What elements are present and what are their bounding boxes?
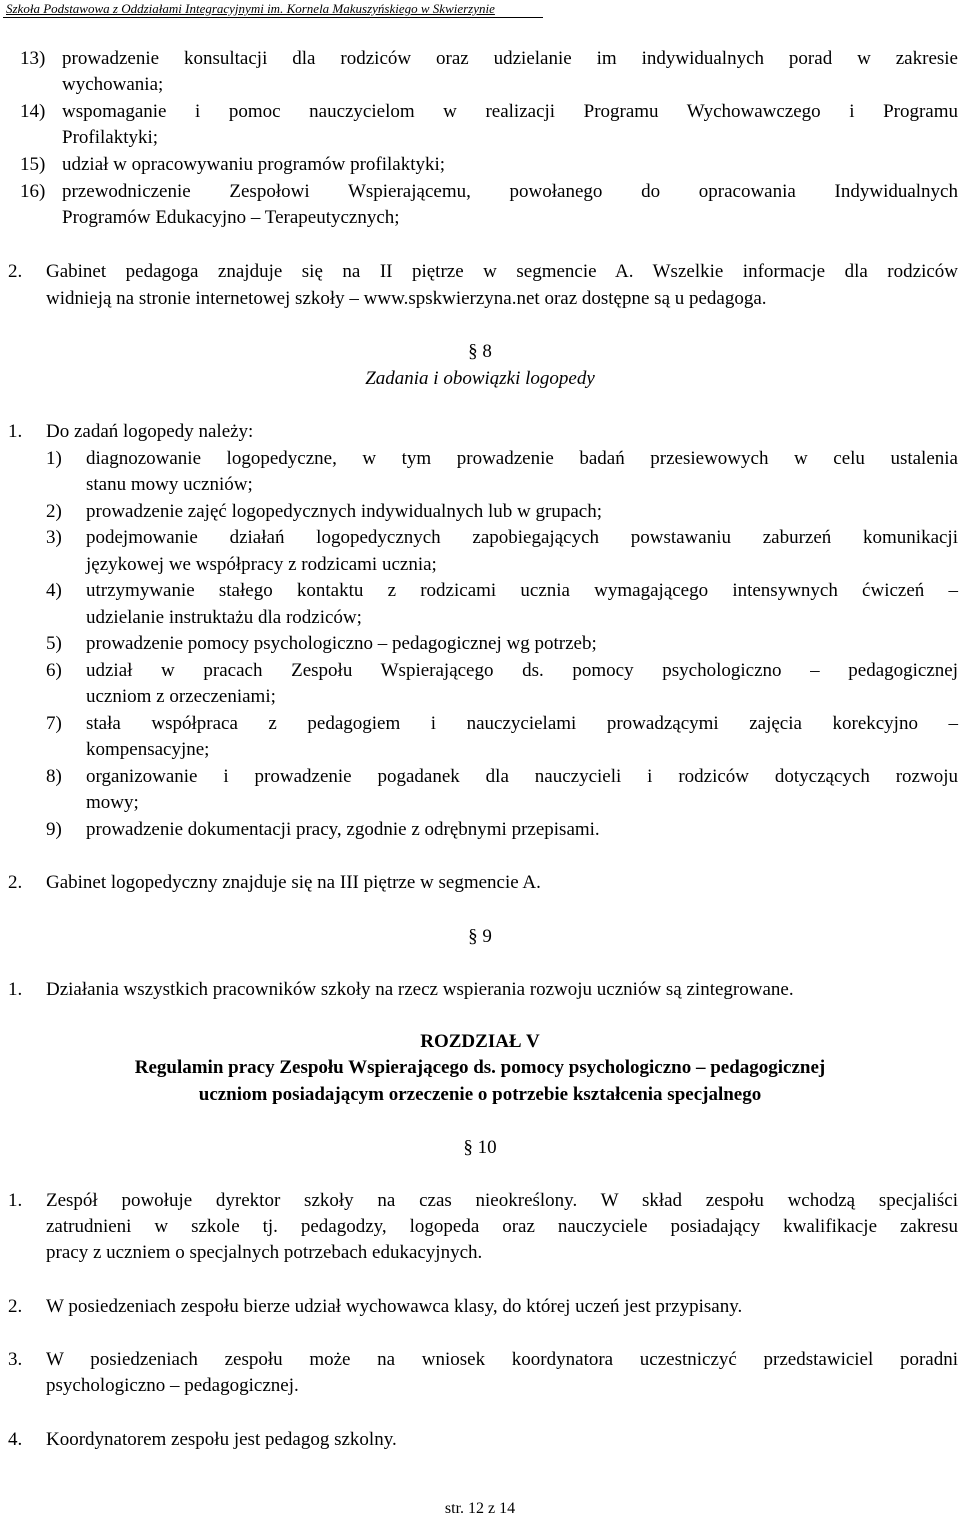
item-text-line: diagnozowanie logopedyczne, w tym prowadzenie badań przesiewowych w celu ustalenia: [86, 448, 958, 469]
paragraph-text-line: Zespół powołuje dyrektor szkoły na czas nieokreślony. W skład zespołu wchodzą specjaliści: [46, 1190, 958, 1211]
paragraph-number: 2.: [8, 872, 23, 893]
item-text-line: uczniom z orzeczeniami;: [86, 686, 276, 707]
section-number-9: § 9: [468, 926, 492, 947]
paragraph-text-line: pracy z uczniem o specjalnych potrzebach edukacyjnych.: [46, 1242, 483, 1263]
paragraph-number: 1.: [8, 1190, 23, 1211]
paragraph-text-line: widnieją na stronie internetowej szkoły – www.spskwierzyna.net oraz dostępne są u pedagoga.: [46, 288, 767, 309]
item-number: 13): [20, 48, 46, 69]
item-number: 6): [46, 660, 62, 681]
item-text-line: udział w pracach Zespołu Wspierającego ds. pomocy psychologiczno – pedagogicznej: [86, 660, 958, 681]
header-rule: [3, 17, 543, 18]
item-text-line: udzielanie instruktażu dla rodziców;: [86, 607, 362, 628]
item-number: 3): [46, 527, 62, 548]
item-number: 2): [46, 501, 62, 522]
page-number-footer: str. 12 z 14: [444, 1500, 516, 1517]
chapter-title-line: Regulamin pracy Zespołu Wspierającego ds. pomocy psychologiczno – pedagogicznej: [134, 1057, 826, 1078]
item-text-line: prowadzenie konsultacji dla rodziców oraz udzielanie im indywidualnych porad w zakresie: [62, 48, 958, 69]
paragraph-text-line: Działania wszystkich pracowników szkoły na rzecz wspierania rozwoju uczniów są zintegrowane.: [46, 979, 794, 1000]
item-text-line: Profilaktyki;: [62, 127, 159, 148]
paragraph-number: 4.: [8, 1429, 23, 1450]
chapter-title-line: uczniom posiadającym orzeczenie o potrzebie kształcenia specjalnego: [198, 1084, 762, 1105]
item-text-line: prowadzenie zajęć logopedycznych indywidualnych lub w grupach;: [86, 501, 602, 522]
section-title-8: Zadania i obowiązki logopedy: [365, 368, 595, 389]
item-text-line: kompensacyjne;: [86, 739, 210, 760]
item-text-line: mowy;: [86, 792, 139, 813]
paragraph-number: 3.: [8, 1349, 23, 1370]
paragraph-number: 1.: [8, 979, 23, 1000]
paragraph-text-line: W posiedzeniach zespołu może na wniosek koordynatora uczestniczyć przedstawiciel poradni: [46, 1349, 958, 1370]
section-number-10: § 10: [463, 1137, 497, 1158]
chapter-label: ROZDZIAŁ V: [420, 1031, 540, 1052]
item-text-line: prowadzenie pomocy psychologiczno – pedagogicznej wg potrzeb;: [86, 633, 597, 654]
item-number: 8): [46, 766, 62, 787]
item-text-line: organizowanie i prowadzenie pogadanek dla nauczycieli i rodziców dotyczących rozwoju: [86, 766, 958, 787]
paragraph-number: 1.: [8, 421, 23, 442]
item-text-line: Programów Edukacyjno – Terapeutycznych;: [62, 207, 400, 228]
school-name-header: Szkoła Podstawowa z Oddziałami Integracyjnymi im. Kornela Makuszyńskiego w Skwierzynie: [6, 1, 495, 16]
item-text-line: przewodniczenie Zespołowi Wspierającemu, powołanego do opracowania Indywidualnych: [62, 181, 958, 202]
item-text-line: podejmowanie działań logopedycznych zapobiegających powstawaniu zaburzeń komunikacji: [86, 527, 958, 548]
paragraph-text-line: Do zadań logopedy należy:: [46, 421, 254, 442]
item-text-line: utrzymywanie stałego kontaktu z rodzicami ucznia wymagającego intensywnych ćwiczeń –: [86, 580, 958, 601]
item-text-line: wspomaganie i pomoc nauczycielom w realizacji Programu Wychowawczego i Programu: [62, 101, 958, 122]
paragraph-text-line: psychologiczno – pedagogicznej.: [46, 1375, 299, 1396]
item-text-line: językowej we współpracy z rodzicami ucznia;: [86, 554, 437, 575]
item-number: 9): [46, 819, 62, 840]
page-header: [3, 0, 543, 20]
item-number: 1): [46, 448, 62, 469]
section-number-8: § 8: [468, 341, 492, 362]
paragraph-text-line: Gabinet pedagoga znajduje się na II piętrze w segmencie A. Wszelkie informacje dla rodziców: [46, 261, 958, 282]
item-number: 14): [20, 101, 46, 122]
item-number: 5): [46, 633, 62, 654]
paragraph-text-line: Gabinet logopedyczny znajduje się na III piętrze w segmencie A.: [46, 872, 541, 893]
paragraph-text-line: zatrudnieni w szkole tj. pedagodzy, logopeda oraz nauczyciele posiadający kwalifikacje zakresu: [46, 1216, 958, 1237]
item-number: 15): [20, 154, 46, 175]
item-text-line: stanu mowy uczniów;: [86, 474, 253, 495]
item-text-line: wychowania;: [62, 74, 164, 95]
paragraph-number: 2.: [8, 261, 23, 282]
paragraph-text-line: W posiedzeniach zespołu bierze udział wychowawca klasy, do której uczeń jest przypisany.: [46, 1296, 743, 1317]
item-text-line: prowadzenie dokumentacji pracy, zgodnie z odrębnymi przepisami.: [86, 819, 600, 840]
item-number: 7): [46, 713, 62, 734]
paragraph-text-line: Koordynatorem zespołu jest pedagog szkolny.: [46, 1429, 397, 1450]
paragraph-number: 2.: [8, 1296, 23, 1317]
item-number: 4): [46, 580, 62, 601]
item-text-line: stała współpraca z pedagogiem i nauczycielami prowadzącymi zajęcia korekcyjno –: [86, 713, 958, 734]
item-text-line: udział w opracowywaniu programów profilaktyki;: [62, 154, 446, 175]
item-number: 16): [20, 181, 46, 202]
